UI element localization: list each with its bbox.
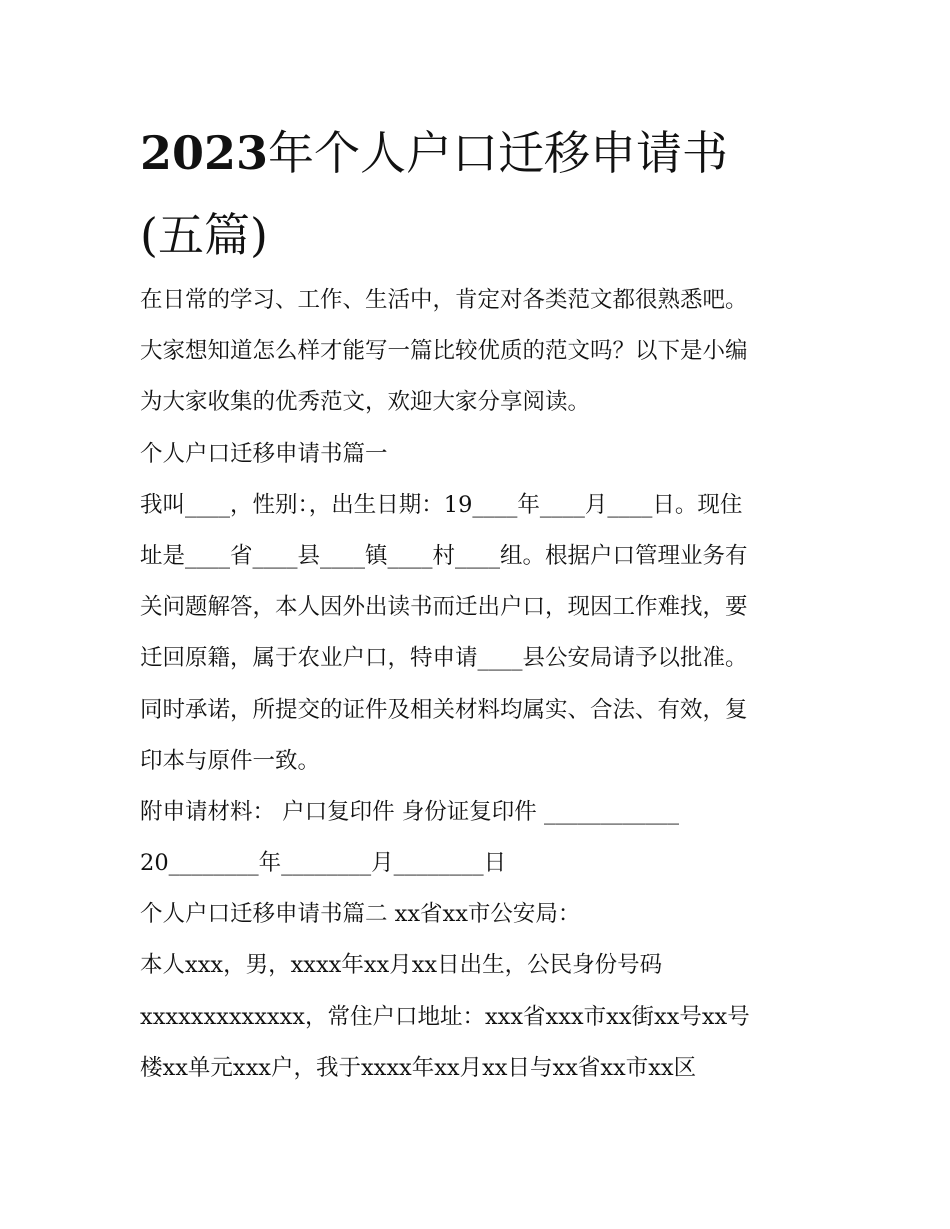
paragraph-line: 址是____省____县____镇____村____组。根据户口管理业务有 [140, 542, 748, 569]
paragraph-line: 迁回原籍，属于农业户口，特申请____县公安局请予以批准。 [140, 645, 748, 672]
paragraph-line: 我叫____，性别：，出生日期：19____年____月____日。现住 [140, 491, 743, 518]
date-line: 20________年________月________日 [140, 850, 507, 877]
paragraph-line: xxxxxxxxxxxxx，常住户口地址：xxx省xxx市xx街xx号xx号 [140, 1003, 750, 1030]
paragraph-line: 印本与原件一致。 [140, 747, 321, 774]
intro-line-3: 为大家收集的优秀范文，欢迎大家分享阅读。 [140, 389, 591, 416]
paragraph-line: 本人xxx，男，xxxx年xx月xx日出生，公民身份号码 [140, 952, 663, 979]
document-title [140, 112, 820, 276]
intro-line-1: 在日常的学习、工作、生活中，肯定对各类范文都很熟悉吧。 [140, 287, 748, 313]
intro-line-2: 大家想知道怎么样才能写一篇比较优质的范文吗？以下是小编 [140, 338, 748, 365]
title-text-line1: 年个人户口迁移申请书 [268, 126, 729, 180]
paragraph-line: 关问题解答，本人因外出读书而迁出户口，现因工作难找，要 [140, 594, 748, 621]
paragraph-line: 同时承诺，所提交的证件及相关材料均属实、合法、有效，复 [140, 696, 748, 723]
attachments-line: 附申请材料： 户口复印件 身份证复印件 ____________ [140, 798, 679, 825]
title-text-line2: (五篇) [140, 208, 268, 262]
section-heading-1: 个人户口迁移申请书篇一 [140, 440, 388, 467]
document-body [140, 275, 820, 1094]
section-heading-2: 个人户口迁移申请书篇二 xx省xx市公安局： [140, 901, 581, 928]
paragraph-line: 楼xx单元xxx户，我于xxxx年xx月xx日与xx省xx市xx区 [140, 1054, 697, 1081]
title-year: 2023 [140, 126, 269, 180]
